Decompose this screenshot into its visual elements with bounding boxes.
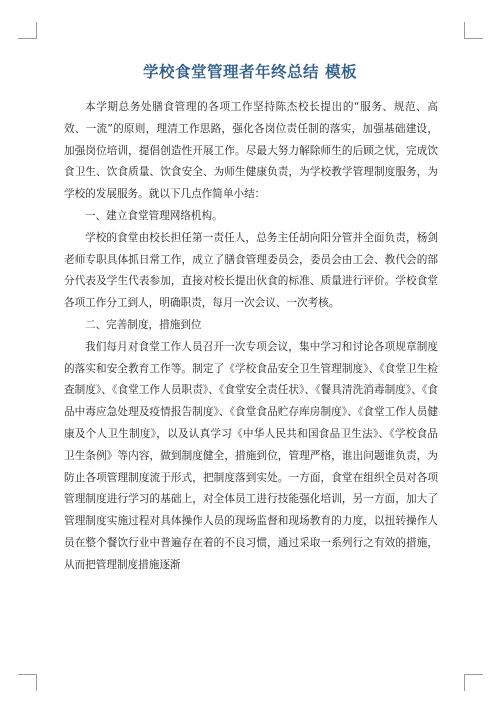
section-heading-2: 二、完善制度，措施到位: [85, 318, 202, 331]
crop-mark-bottom-right: [465, 674, 483, 675]
section-heading-1: 一、建立食堂管理网络机构。: [85, 209, 223, 222]
document-body: [64, 97, 438, 577]
crop-mark-top-left: [36, 22, 37, 39]
crop-mark-top-left: [18, 38, 36, 39]
crop-mark-bottom-left: [36, 674, 37, 691]
crop-mark-top-right: [464, 22, 465, 39]
crop-mark-top-right: [465, 38, 483, 39]
document-title: 学校食堂管理者年终总结 模板: [143, 63, 357, 81]
crop-mark-bottom-left: [18, 674, 36, 675]
crop-mark-bottom-right: [464, 674, 465, 691]
paragraph-section-1: 学校的食堂由校长担任第一责任人，总务主任胡向阳分管并全面负责，杨剑老师专职具体抓日常工作，成立了膳食管理委员会，委员会由工会、教代会的部分代表及学生代表参加，直接对校长提出伙食的标准、质量进行评价。学校食堂各项工作分工到人，明确职责，每月一次会议、一次考核。: [64, 231, 438, 310]
paragraph-section-2: 我们每月对食堂工作人员召开一次专项会议，集中学习和讨论各项规章制度的落实和安全教育工作等。制定了《学校食品安全卫生管理制度》、《食堂卫生检查制度》、《食堂工作人员职责》、《食堂安全责任状》、《餐具清洗消毒制度》、《食品中毒应急处理及疫情报告制度》、《食堂食品贮存库房制度》、《食堂工作人员健康及个人卫生制度》，以及认真学习《中华人民共和国食品卫生法》、《学校食品卫生条例》等内容，做到制度健全，措施到位，管理严格，谁出问题谁负责，为防止各项管理制度流于形式，把制度落到实处。一方面，食堂在组织全员对各项管理制度进行学习的基础上，对全体员工进行技能强化培训，另一方面，加大了管理制度实施过程对具体操作人员的现场监督和现场教育的力度，以扭转操作人员在整个餐饮行业中普遍存在着的不良习惯，通过采取一系列行之有效的措施，从而把管理制度措施逐渐: [64, 340, 438, 571]
paragraph-intro: 本学期总务处膳食管理的各项工作坚持陈杰校长提出的“服务、规范、高效、一流”的原则，理清工作思路，强化各岗位责任制的落实，加强基础建设，加强岗位培训，提倡创造性开展工作。尽最大努力解除师生的后顾之忧，完成饮食卫生、饮食质量、饮食安全、为师生健康负责，为学校教学管理制度服务，为学校的发展服务。就以下几点作简单小结：: [64, 101, 438, 201]
